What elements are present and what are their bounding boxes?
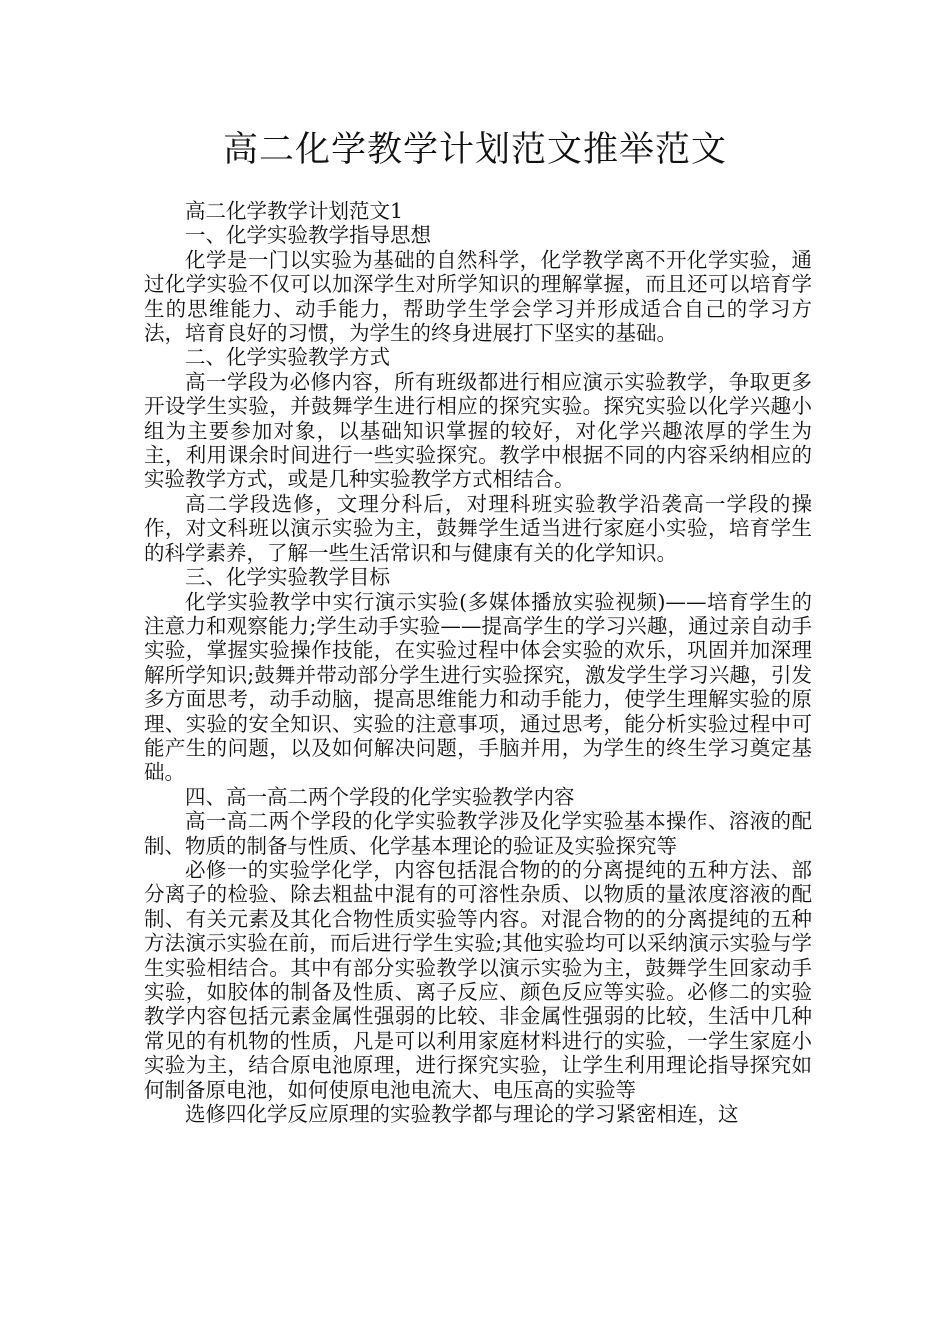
paragraph-compulsory-content: 必修一的实验学化学，内容包括混合物的的分离提纯的五种方法、部分离子的检验、除去粗盐中混有的可溶性杂质、以物质的量浓度溶液的配制、有关元素及其化合物性质实验等内容。对混合物的的分离提纯的五种方法演示实验在前，而后进行学生实验;其他实验均可以采纳演示实验与学生实验相结合。其中有部分实验教学以演示实验为主，鼓舞学生回家动手实验，如胶体的制备及性质、离子反应、颜色反应等实验。必修二的实验教学内容包括元素金属性强弱的比较、非金属性强弱的比较，生活中几种常见的有机物的性质，凡是可以利用家庭材料进行的实验，一学生家庭小实验为主，结合原电池原理，进行探究实验，让学生利用理论指导探究如何制备原电池，如何使原电池电流大、电压高的实验等 — [144, 857, 812, 1102]
section-heading-teaching-method: 二、化学实验教学方式 — [185, 345, 390, 370]
paragraph-grade-two-method: 高二学段选修，文理分科后，对理科班实验教学沿袭高一学段的操作，对文科班以演示实验为主，鼓舞学生适当进行家庭小实验，培育学生的科学素养，了解一些生活常识和与健康有关的化学知识。 — [144, 491, 812, 565]
section-heading-guiding-thought: 一、化学实验教学指导思想 — [185, 223, 431, 248]
document-body — [144, 199, 812, 1126]
paragraph-guiding-thought: 化学是一门以实验为基础的自然科学，化学教学离不开化学实验，通过化学实验不仅可以加深学生对所学知识的理解掌握，而且还可以培育学生的思维能力、动手能力，帮助学生学会学习并形成适合自己的学习方法，培育良好的习惯，为学生的终身进展打下坚实的基础。 — [144, 247, 812, 346]
document-title: 高二化学教学计划范文推举范文 — [222, 130, 727, 170]
paragraph-elective-four: 选修四化学反应原理的实验教学都与理论的学习紧密相连，这 — [185, 1102, 739, 1127]
section-heading-teaching-goals: 三、化学实验教学目标 — [185, 565, 390, 590]
paragraph-grade-one-method: 高一学段为必修内容，所有班级都进行相应演示实验教学，争取更多开设学生实验，并鼓舞学生进行相应的探究实验。探究实验以化学兴趣小组为主要参加对象，以基础知识掌握的较好，对化学兴趣浓厚的学生为主，利用课余时间进行一些实验探究。教学中根据不同的内容采纳相应的实验教学方式，或是几种实验教学方式相结合。 — [144, 369, 812, 492]
paragraph-teaching-goals: 化学实验教学中实行演示实验(多媒体播放实验视频)——培育学生的注意力和观察能力;学生动手实验——提高学生的学习兴趣，通过亲自动手实验，掌握实验操作技能，在实验过程中体会实验的欢乐，巩固并加深理解所学知识;鼓舞并带动部分学生进行实验探究，激发学生学习兴趣，引发多方面思考，动手动脑，提高思维能力和动手能力，使学生理解实验的原理、实验的安全知识、实验的注意事项，通过思考，能分析实验过程中可能产生的问题，以及如何解决问题，手脑并用，为学生的终生学习奠定基础。 — [144, 589, 812, 785]
section-heading-teaching-content: 四、高一高二两个学段的化学实验教学内容 — [185, 784, 575, 809]
paragraph-content-overview: 高一高二两个学段的化学实验教学涉及化学实验基本操作、溶液的配制、物质的制备与性质、化学基本理论的验证及实验探究等 — [144, 809, 812, 858]
section-heading-plan-1: 高二化学教学计划范文1 — [185, 199, 404, 223]
